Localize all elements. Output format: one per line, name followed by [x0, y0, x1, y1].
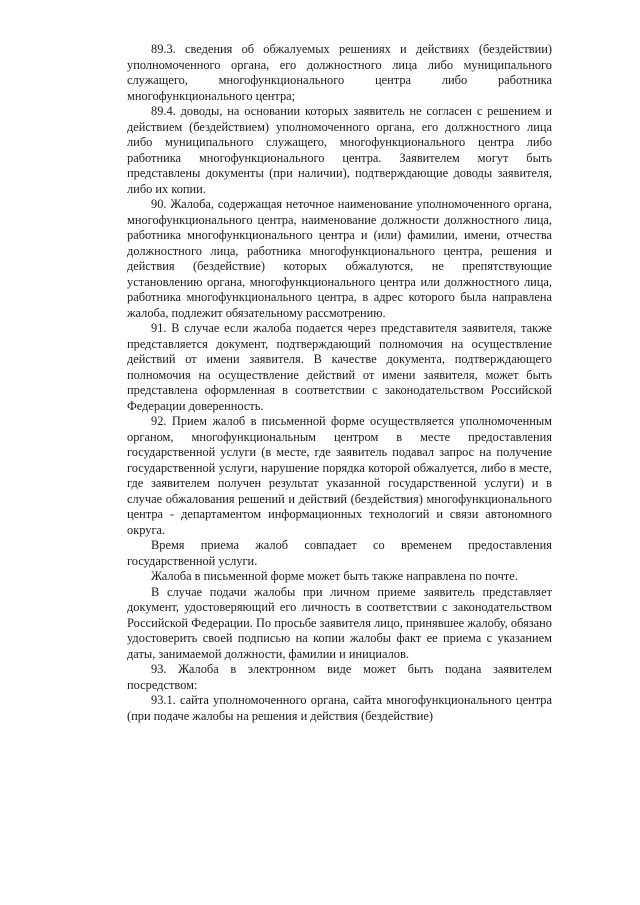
- paragraph-93: 93. Жалоба в электронном виде может быть подана заявителем посредством:: [127, 662, 552, 692]
- paragraph-personal-reception: В случае подачи жалобы при личном приеме заявитель представляет документ, удостоверяющий его личность в соответствии с законодательством Российской Федерации. По просьбе заявителя лицо, принявшее жалобу, обязано удостоверить своей подписью на копии жалобы факт ее приема с указанием даты, занимаемой должности, фамилии и инициалов.: [127, 584, 552, 661]
- document-body: [127, 42, 552, 724]
- paragraph-89-3: 89.3. сведения об обжалуемых решениях и действиях (бездействии) уполномоченного органа, его должностного лица либо муниципального служащего, многофункционального центра либо работника многофункционального центра;: [127, 42, 552, 103]
- paragraph-89-4: 89.4. доводы, на основании которых заявитель не согласен с решением и действием (бездействием) уполномоченного органа, его должностного лица либо муниципального служащего, многофункционального центра либо работника многофункционального центра. Заявителем могут быть представлены документы (при наличии), подтверждающие доводы заявителя, либо их копии.: [127, 104, 552, 196]
- paragraph-91: 91. В случае если жалоба подается через представителя заявителя, также представляется документ, подтверждающий полномочия на осуществление действий от имени заявителя. В качестве документа, подтверждающего полномочия на осуществление действий от имени заявителя, может быть представлена оформленная в соответствии с законодательством Российской Федерации доверенность.: [127, 321, 552, 413]
- paragraph-93-1: 93.1. сайта уполномоченного органа, сайта многофункционального центра (при подаче жалобы на решения и действия (бездействие): [127, 693, 552, 723]
- paragraph-92: 92. Прием жалоб в письменной форме осуществляется уполномоченным органом, многофункциональным центром в месте предоставления государственной услуги (в месте, где заявитель подавал запрос на получение государственной услуги, нарушение порядка которой обжалуется, либо в месте, где заявителем получен результат указанной государственной услуги) и в случае обжалования решений и действий (бездействия) многофункционального центра - департаментом информационных технологий и связи автономного округа.: [127, 414, 552, 537]
- paragraph-reception-time: Время приема жалоб совпадает со временем предоставления государственной услуги.: [127, 538, 552, 568]
- paragraph-90: 90. Жалоба, содержащая неточное наименование уполномоченного органа, многофункционального центра, наименование должности должностного лица, работника многофункционального центра и (или) фамилии, имени, отчества должностного лица, работника многофункционального центра, решения и действия (бездействие) которых обжалуются, не препятствующие установлению органа, многофункционального центра или должностного лица, работника многофункционального центра, в адрес которого была направлена жалоба, подлежит обязательному рассмотрению.: [127, 197, 552, 320]
- paragraph-mail: Жалоба в письменной форме может быть также направлена по почте.: [151, 569, 518, 583]
